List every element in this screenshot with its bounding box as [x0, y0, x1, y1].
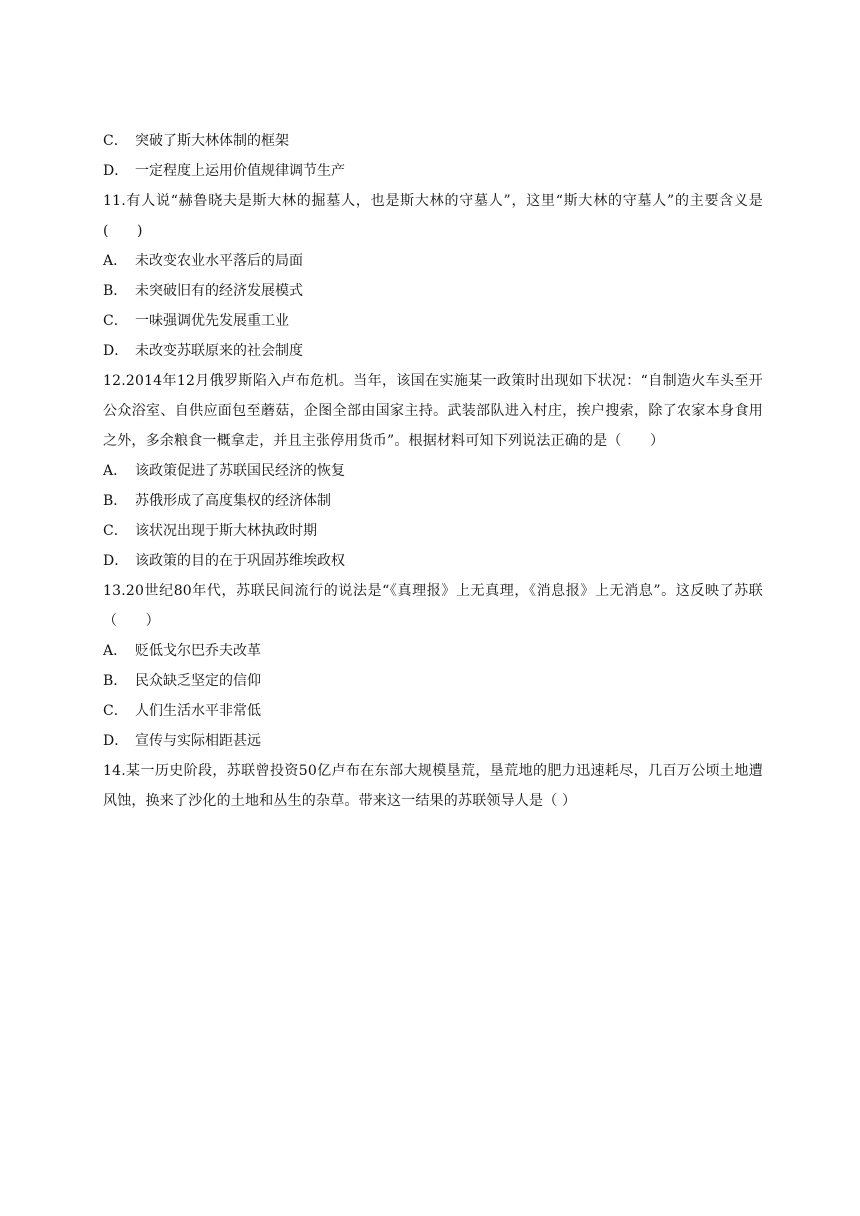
option-letter: D． [103, 163, 129, 179]
option-d-q13 [103, 726, 763, 756]
option-d-q11 [103, 336, 763, 366]
option-letter: A． [103, 463, 128, 479]
option-b-q13 [103, 666, 763, 696]
option-text: 人们生活水平非常低 [135, 703, 261, 719]
option-letter: A． [103, 643, 128, 659]
document-content [103, 126, 763, 816]
option-b-q11 [103, 276, 763, 306]
option-text: 民众缺乏坚定的信仰 [135, 673, 261, 689]
option-letter: D． [103, 733, 129, 749]
option-letter: D． [103, 343, 129, 359]
option-letter: C． [103, 133, 128, 149]
option-text: 该状况出现于斯大林执政时期 [135, 523, 317, 539]
option-a-q12 [103, 456, 763, 486]
option-letter: B． [103, 673, 128, 689]
option-letter: A． [103, 253, 128, 269]
option-d-q10 [103, 156, 763, 186]
option-d-q12 [103, 546, 763, 576]
question-13: 13.20世纪80年代，苏联民间流行的说法是“《真理报》上无真理，《消息报》上无消息”。这反映了苏联（ ） [103, 583, 763, 629]
question-14: 14.某一历史阶段，苏联曾投资50亿卢布在东部大规模垦荒，垦荒地的肥力迅速耗尽，几百万公顷土地遭风蚀，换来了沙化的土地和丛生的杂草。带来这一结果的苏联领导人是（ ） [103, 763, 763, 809]
option-c-q13 [103, 696, 763, 726]
option-letter: C． [103, 523, 128, 539]
option-c-q11 [103, 306, 763, 336]
option-text: 该政策的目的在于巩固苏维埃政权 [135, 553, 345, 569]
option-text: 贬低戈尔巴乔夫改革 [135, 643, 261, 659]
option-c-q12 [103, 516, 763, 546]
option-a-q13 [103, 636, 763, 666]
option-text: 一味强调优先发展重工业 [135, 313, 289, 329]
question-11: 11.有人说“赫鲁晓夫是斯大林的掘墓人，也是斯大林的守墓人”，这里“斯大林的守墓人”的主要含义是( ) [103, 193, 763, 239]
option-text: 一定程度上运用价值规律调节生产 [135, 163, 345, 179]
option-letter: B． [103, 493, 128, 509]
option-text: 未改变农业水平落后的局面 [135, 253, 303, 269]
option-letter: D． [103, 553, 129, 569]
option-a-q11 [103, 246, 763, 276]
option-text: 未改变苏联原来的社会制度 [135, 343, 303, 359]
option-letter: C． [103, 703, 128, 719]
option-text: 未突破旧有的经济发展模式 [135, 283, 303, 299]
option-c-q10 [103, 126, 763, 156]
option-letter: C． [103, 313, 128, 329]
option-text: 苏俄形成了高度集权的经济体制 [135, 493, 331, 509]
question-12: 12.2014年12月俄罗斯陷入卢布危机。当年，该国在实施某一政策时出现如下状况：“自制造火车头至开公众浴室、自供应面包至蘑菇，企图全部由国家主持。武装部队进入村庄，挨户搜索，除了农家本身食用之外，多余粮食一概拿走，并且主张停用货币”。根据材料可知下列说法正确的是（ ） [103, 373, 763, 449]
option-letter: B． [103, 283, 128, 299]
option-b-q12 [103, 486, 763, 516]
option-text: 宣传与实际相距甚远 [135, 733, 261, 749]
option-text: 突破了斯大林体制的框架 [135, 133, 289, 149]
option-text: 该政策促进了苏联国民经济的恢复 [135, 463, 345, 479]
